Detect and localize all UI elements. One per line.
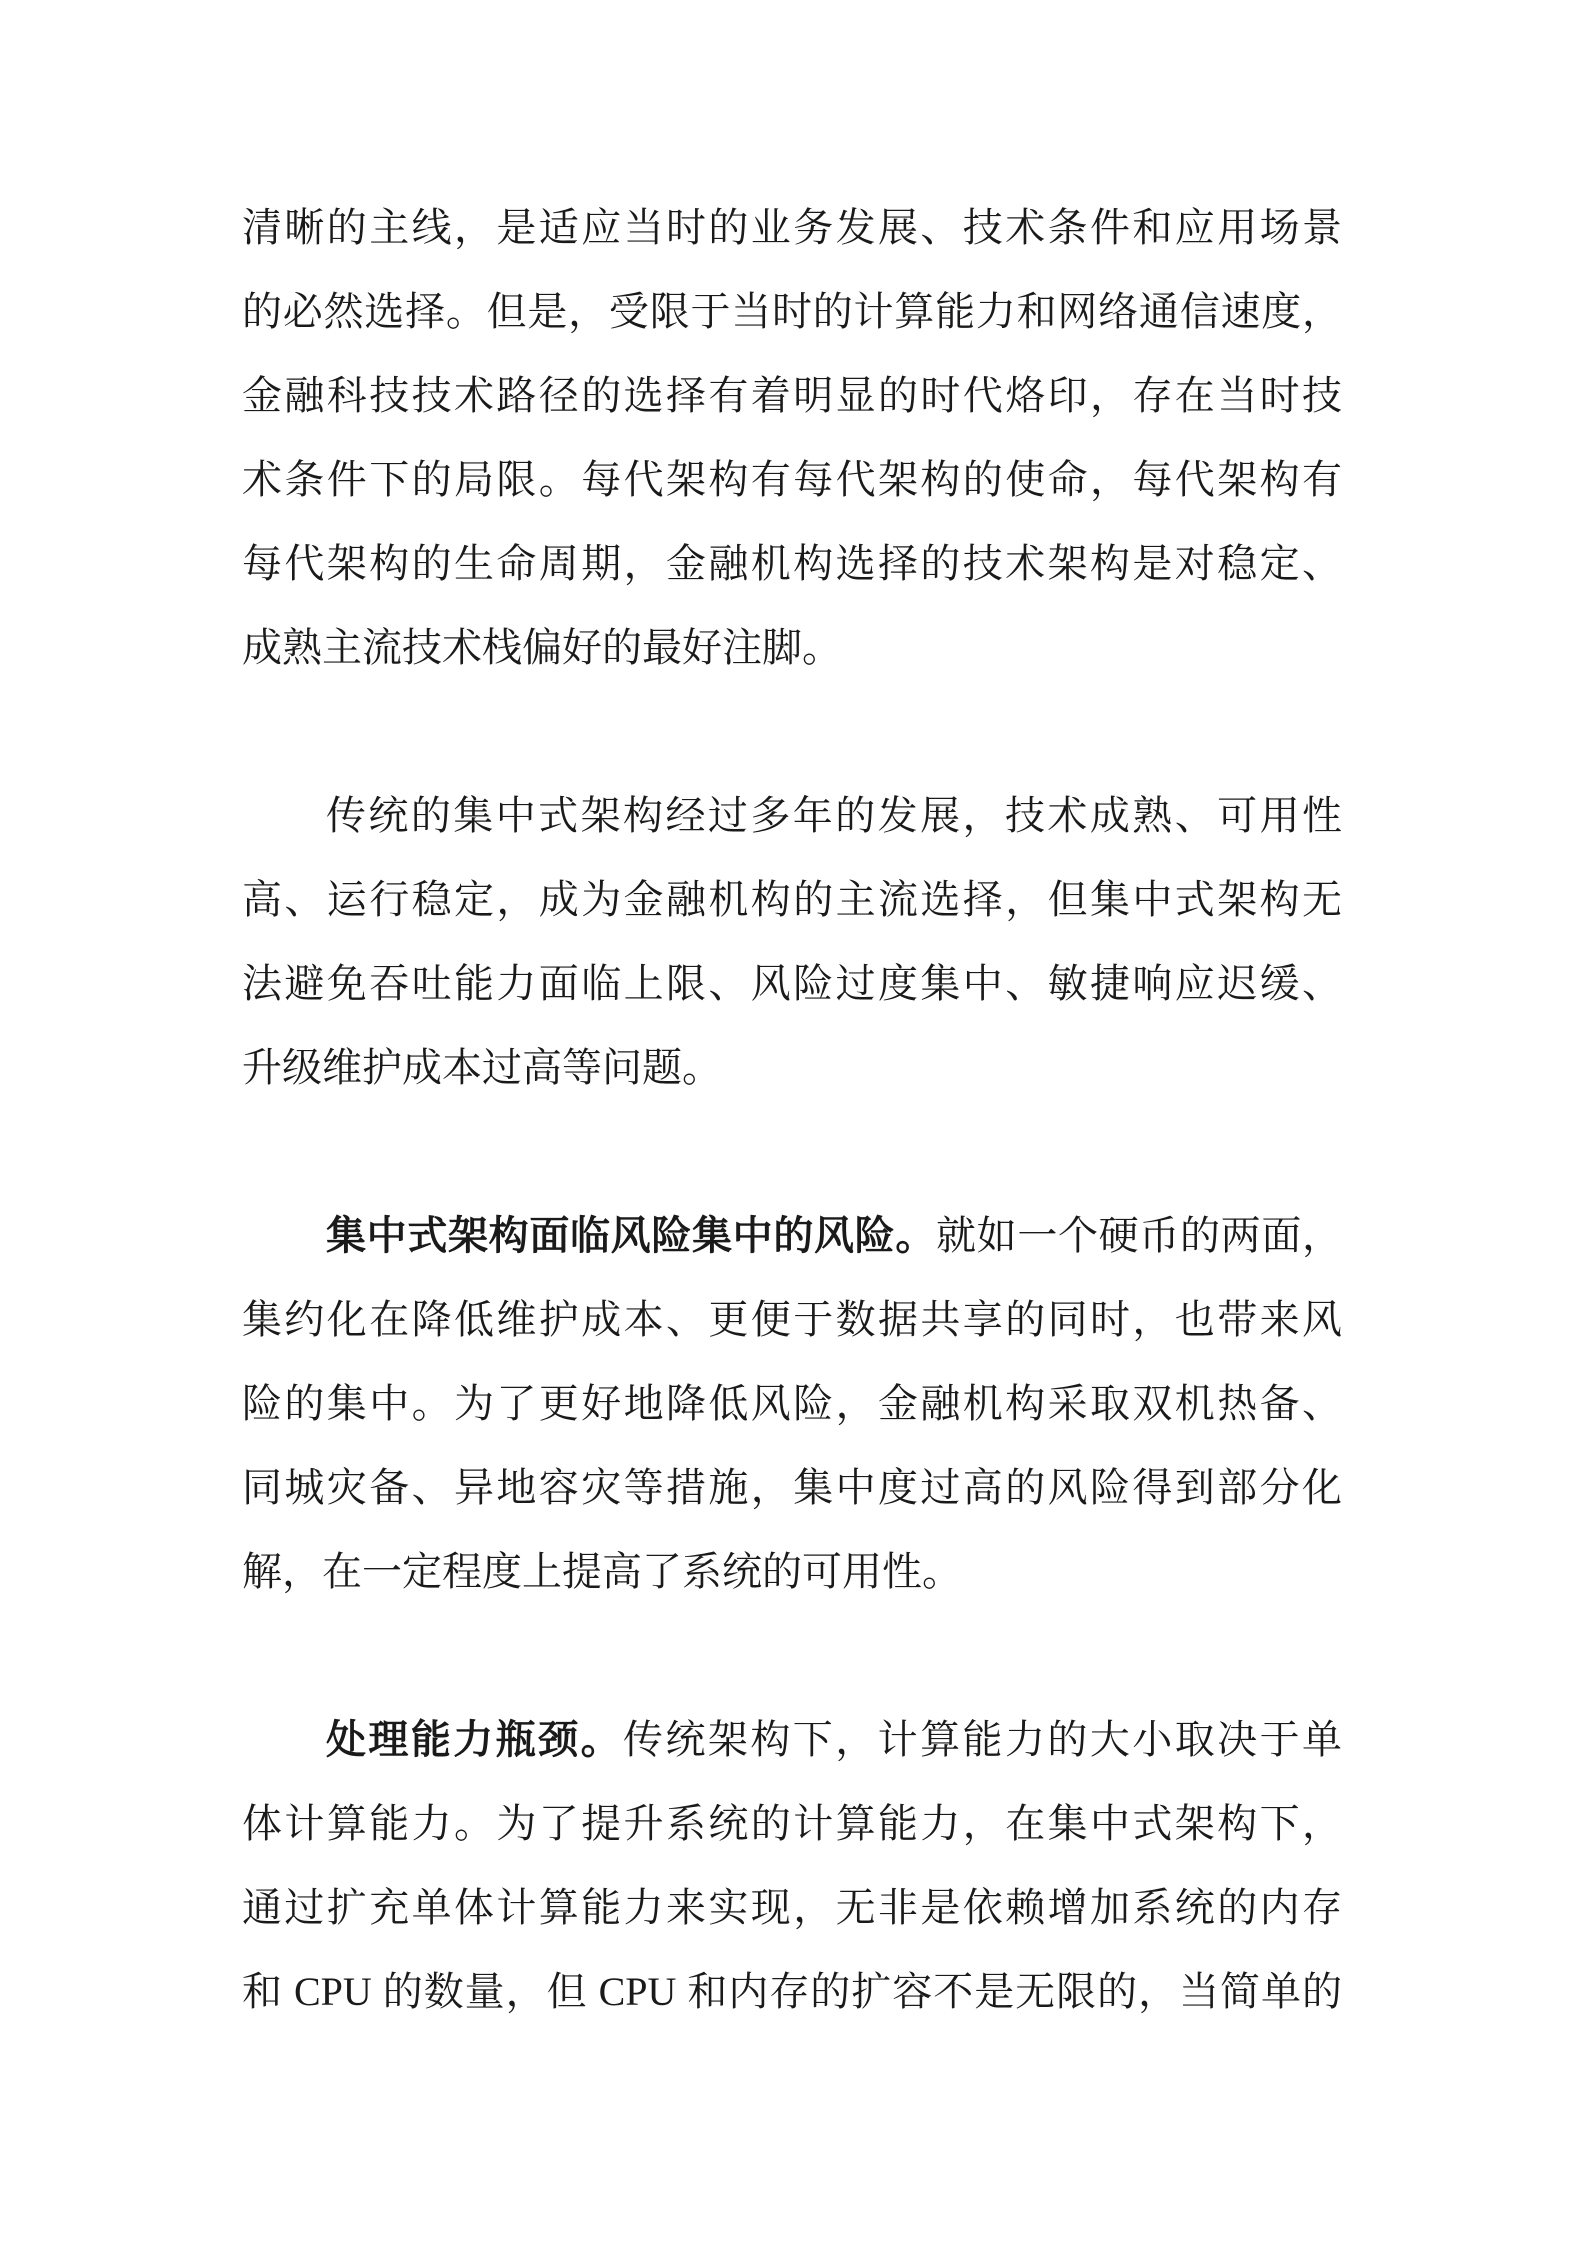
- text-line: 每代架构的生命周期，金融机构选择的技术架构是对稳定、: [242, 541, 1342, 586]
- text-line: 升级维护成本过高等问题。: [242, 1045, 722, 1090]
- text-line: [242, 1194, 1342, 1278]
- text-line: 传统的集中式架构经过多年的发展，技术成熟、可用性: [326, 793, 1342, 838]
- text-line: 法避免吞吐能力面临上限、风险过度集中、敏捷响应迟缓、: [242, 961, 1342, 1006]
- text-run: 传统架构下，计算能力的大小取决于单: [623, 1717, 1342, 1762]
- text-block: [242, 186, 1342, 2034]
- text-line: 和 CPU 的数量，但 CPU 和内存的扩容不是无限的，当简单的: [242, 1969, 1342, 2014]
- paragraph-1: [242, 186, 1342, 690]
- text-line: [242, 1698, 1342, 1782]
- run-in-heading: 处理能力瓶颈。: [326, 1717, 624, 1762]
- text-line: 成熟主流技术栈偏好的最好注脚。: [242, 625, 842, 670]
- text-line: 高、运行稳定，成为金融机构的主流选择，但集中式架构无: [242, 877, 1342, 922]
- text-line: 术条件下的局限。每代架构有每代架构的使命，每代架构有: [242, 457, 1342, 502]
- paragraph-2: [242, 774, 1342, 1110]
- text-line: 金融科技技术路径的选择有着明显的时代烙印，存在当时技: [242, 373, 1342, 418]
- text-line: 解，在一定程度上提高了系统的可用性。: [242, 1549, 962, 1594]
- text-line: 清晰的主线，是适应当时的业务发展、技术条件和应用场景: [242, 205, 1342, 250]
- text-line: 同城灾备、异地容灾等措施，集中度过高的风险得到部分化: [242, 1465, 1342, 1510]
- text-line: 体计算能力。为了提升系统的计算能力，在集中式架构下，: [242, 1801, 1342, 1846]
- text-line: 通过扩充单体计算能力来实现，无非是依赖增加系统的内存: [242, 1885, 1342, 1930]
- text-line: 的必然选择。但是，受限于当时的计算能力和网络通信速度，: [242, 289, 1342, 334]
- text-line: 集约化在降低维护成本、更便于数据共享的同时，也带来风: [242, 1297, 1342, 1342]
- text-line: 险的集中。为了更好地降低风险，金融机构采取双机热备、: [242, 1381, 1342, 1426]
- paragraph-3: [242, 1194, 1342, 1614]
- paragraph-4: [242, 1698, 1342, 2034]
- run-in-heading: 集中式架构面临风险集中的风险。: [326, 1213, 936, 1258]
- text-run: 就如一个硬币的两面，: [936, 1213, 1342, 1258]
